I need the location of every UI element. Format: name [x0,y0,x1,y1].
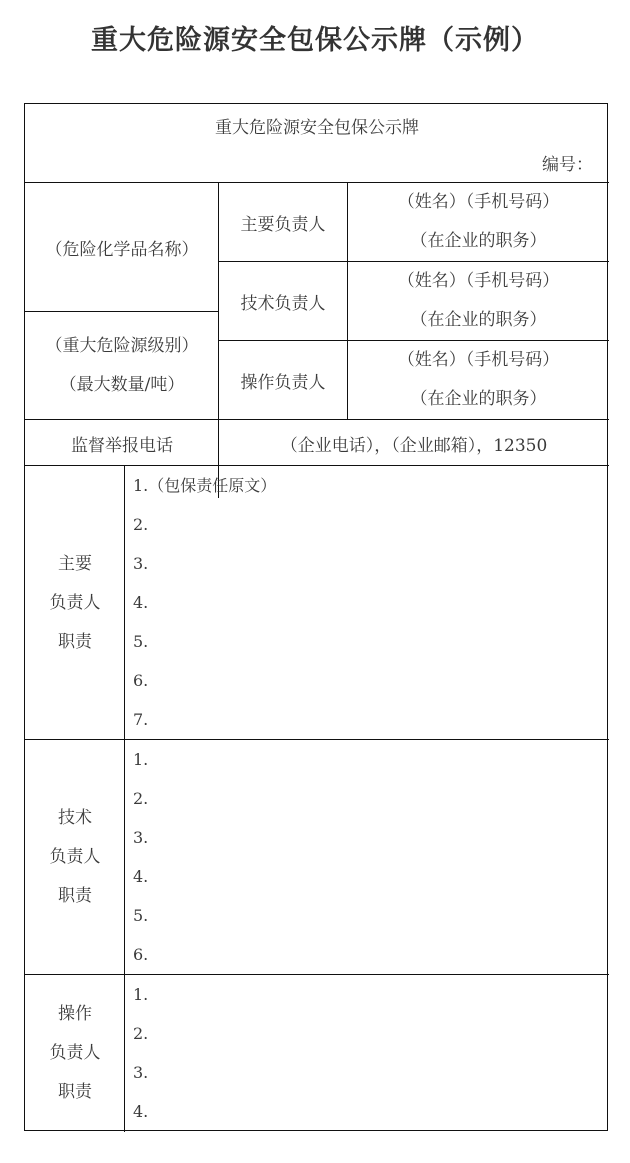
person-info-tech [348,262,609,340]
duty-item: 1. [133,750,149,769]
duty-item: 4. [133,1102,149,1121]
duty-label-tech [25,740,125,974]
duty-item: 2. [133,789,149,808]
person-role-tech [219,262,347,340]
duty-item: 3. [133,1063,149,1082]
duty-item: 5. [133,906,149,925]
duty-item: 4. [133,593,149,612]
person-role-op [219,341,347,419]
duty-item: 3. [133,554,149,573]
person-role-main [219,183,347,261]
person-info-op [348,341,609,419]
duty-item: 1.（包保责任原文） [133,476,277,495]
duty-item: 5. [133,632,149,651]
position-placeholder: （在企业的职务） [410,310,547,330]
duty-label-line: 主要 [58,553,92,574]
duty-label-line: 负责人 [49,846,101,867]
disclosure-board-table [24,103,608,1131]
duty-label-line: 职责 [58,631,92,652]
duty-item: 2. [133,515,149,534]
duty-list-tech [133,740,148,974]
board-heading [25,110,609,140]
duty-item: 1. [133,985,149,1004]
board-number-label: 编号： [542,155,593,175]
duty-label-line: 负责人 [49,592,101,613]
contact-placeholder: （姓名）（手机号码） [397,192,560,212]
position-placeholder: （在企业的职务） [410,231,547,251]
hotline-value-cell [219,420,609,466]
hotline-label: 监督举报电话 [71,435,173,456]
duty-item: 2. [133,1024,149,1043]
duty-list-op [133,975,148,1131]
board-heading-text: 重大危险源安全包保公示牌 [215,117,419,138]
duty-item: 6. [133,945,149,964]
chemical-name: （危险化学品名称） [45,239,199,260]
chemical-name-cell [25,183,219,311]
person-info-main [348,183,609,261]
duty-list-main [133,466,276,739]
position-placeholder: （在企业的职务） [410,389,547,409]
duty-label-main [25,466,125,740]
hotline-value: （企业电话），（企业邮箱），12350 [280,435,548,456]
duty-item: 4. [133,867,149,886]
role-label: 主要负责人 [240,214,326,235]
contact-placeholder: （姓名）（手机号码） [397,350,560,370]
hotline-label-cell [25,420,219,466]
contact-placeholder: （姓名）（手机号码） [397,271,560,291]
duty-label-line: 技术 [58,807,92,828]
role-label: 技术负责人 [240,293,326,314]
duty-item: 7. [133,710,149,729]
duty-label-op [25,975,125,1131]
hazard-level: （重大危险源级别） [45,336,199,356]
duty-item: 6. [133,671,149,690]
duty-item: 3. [133,828,149,847]
role-label: 操作负责人 [240,372,326,393]
hazard-level-cell [25,312,219,420]
max-quantity: （最大数量/吨） [59,375,185,395]
duty-label-line: 操作 [58,1003,92,1024]
duty-label-line: 职责 [58,885,92,906]
duty-label-line: 负责人 [49,1042,101,1063]
duty-label-line: 职责 [58,1081,92,1102]
page-title: 重大危险源安全包保公示牌（示例） [91,25,539,56]
